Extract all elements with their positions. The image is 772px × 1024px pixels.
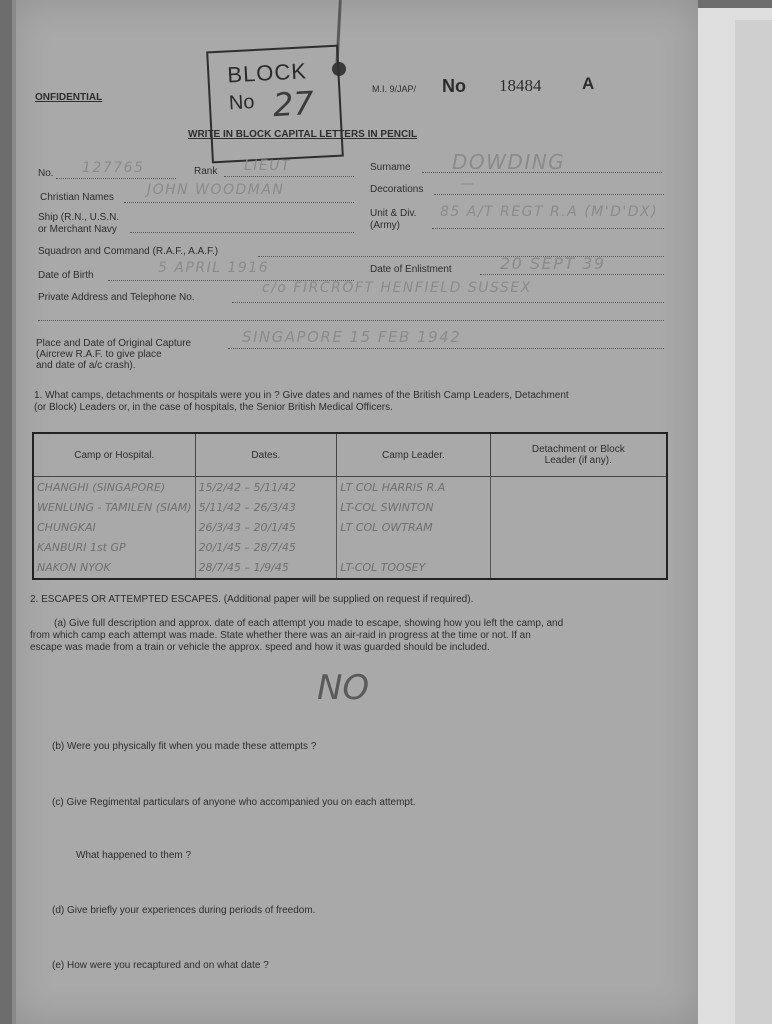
q2b-text: (b) Were you physically fit when you made these attempts ?: [52, 741, 317, 752]
confidential-label: ONFIDENTIAL: [35, 92, 103, 103]
camps-table: [32, 432, 668, 580]
address-value: c/o FIRCROFT HENFIELD SUSSEX: [262, 280, 532, 296]
leader-cell: [337, 538, 490, 558]
q2a-line-1: (a) Give full description and approx. date of each attempt you made to escape, showing how you left the camp, and: [54, 618, 564, 629]
q2a-line-2: from which camp each attempt was made. State whether there was an air-raid in progress at the time or not. If an: [30, 630, 531, 641]
q2d-text: (d) Give briefly your experiences during periods of freedom.: [52, 905, 316, 916]
camp-cell: CHUNGKAI: [33, 517, 195, 537]
surname-line: [422, 172, 662, 173]
surname-value: DOWDING: [452, 150, 566, 174]
christian-names-value: JOHN WOODMAN: [147, 182, 285, 198]
decorations-label: Decorations: [370, 184, 424, 195]
service-no-value: 127765: [82, 160, 145, 176]
dates-cell: 15/2/42 – 5/11/42: [195, 477, 337, 498]
form-code: M.I. 9/JAP/: [372, 84, 417, 94]
dates-cell: 20/1/45 – 28/7/45: [195, 538, 337, 558]
dob-label: Date of Birth: [38, 270, 94, 281]
camp-cell: KANBURI 1st GP: [33, 538, 195, 558]
instruction-heading: WRITE IN BLOCK CAPITAL LETTERS IN PENCIL: [188, 129, 418, 140]
camp-cell: WENLUNG - TAMILEN (SIAM): [33, 497, 195, 517]
serial-number: 18484: [499, 76, 542, 95]
squadron-label: Squadron and Command (R.A.F., A.A.F.): [38, 246, 219, 257]
detachment-cell: [490, 497, 667, 517]
stamp-block-text: BLOCK: [226, 58, 308, 88]
header-dates: Dates.: [195, 433, 337, 477]
camp-cell: CHANGHI (SINGAPORE): [33, 477, 195, 498]
address-label: Private Address and Telephone No.: [38, 292, 195, 303]
address-line: [232, 302, 664, 303]
table-row: [33, 477, 667, 498]
header-detachment-line-2: Leader (if any).: [544, 455, 612, 466]
capture-label-1: Place and Date of Original Capture: [36, 338, 192, 349]
table-row: [33, 558, 667, 579]
q2a-line-3: escape was made from a train or vehicle the approx. speed and how it was guarded should be included.: [30, 642, 490, 653]
capture-value: SINGAPORE 15 FEB 1942: [242, 328, 462, 346]
capture-label-2: (Aircrew R.A.F. to give place: [36, 349, 162, 360]
document-page: [12, 0, 698, 1024]
table-row: [33, 538, 667, 558]
q1-text-line-1: 1. What camps, detachments or hospitals were you in ? Give dates and names of the British Camp Leaders, Detachment: [34, 390, 569, 401]
unit-value: 85 A/T REGT R.A (M'D'DX): [440, 204, 659, 220]
leader-cell: LT-COL TOOSEY: [337, 558, 490, 579]
header-detachment: [490, 433, 667, 477]
back-sheet-edge: [735, 20, 772, 1024]
enlistment-line: [480, 274, 664, 275]
q2e-text: (e) How were you recaptured and on what date ?: [52, 960, 269, 971]
decorations-line: [434, 194, 664, 195]
leader-cell: LT-COL SWINTON: [337, 497, 490, 517]
ship-line: [130, 232, 354, 233]
rank-label: Rank: [194, 166, 218, 177]
detachment-cell: [490, 558, 667, 579]
capture-line: [228, 348, 664, 349]
unit-label-2: (Army): [370, 220, 400, 231]
unit-line: [432, 228, 664, 229]
service-no-label: No.: [38, 168, 54, 179]
header-camp: Camp or Hospital.: [33, 433, 195, 477]
rank-line: [224, 176, 354, 177]
enlistment-label: Date of Enlistment: [370, 264, 452, 275]
detachment-cell: [490, 538, 667, 558]
christian-names-label: Christian Names: [40, 192, 114, 203]
detachment-cell: [490, 517, 667, 537]
stamp-no-text: No: [228, 91, 256, 115]
stamp-number: 27: [272, 83, 315, 125]
dates-cell: 28/7/45 – 1/9/45: [195, 558, 337, 579]
ship-label-2: or Merchant Navy: [38, 224, 117, 235]
leader-cell: LT COL OWTRAM: [337, 517, 490, 537]
table-row: [33, 517, 667, 537]
header-detachment-line-1: Detachment or Block: [531, 444, 625, 455]
camp-cell: NAKON NYOK: [33, 558, 195, 579]
address-line-2: [38, 320, 664, 321]
camps-table-header: [33, 433, 667, 477]
enlistment-value: 20 SEPT 39: [500, 254, 606, 273]
q2c-text: (c) Give Regimental particulars of anyone who accompanied you on each attempt.: [52, 797, 416, 808]
dates-cell: 5/11/42 – 26/3/43: [195, 497, 337, 517]
q2a-answer: NO: [317, 668, 370, 708]
ship-label-1: Ship (R.N., U.S.N.: [38, 212, 120, 223]
block-stamp: [206, 45, 344, 164]
q2-title: 2. ESCAPES OR ATTEMPTED ESCAPES. (Additional paper will be supplied on request if required).: [30, 594, 474, 605]
service-no-line: [56, 178, 176, 179]
paper-edge: [12, 0, 16, 1024]
serial-suffix: A: [582, 74, 595, 93]
dates-cell: 26/3/43 – 20/1/45: [195, 517, 337, 537]
dob-value: 5 APRIL 1916: [158, 260, 270, 276]
detachment-cell: [490, 477, 667, 498]
serial-prefix: No: [442, 76, 466, 96]
q1-text-line-2: (or Block) Leaders or, in the case of hospitals, the Senior British Medical Officers.: [34, 402, 393, 413]
surname-label: Surname: [370, 162, 411, 173]
christian-names-line: [124, 202, 354, 203]
rank-value: LIEUT: [244, 158, 292, 174]
unit-label-1: Unit & Div.: [370, 208, 417, 219]
capture-label-3: and date of a/c crash).: [36, 360, 136, 371]
decorations-value: —: [460, 176, 476, 192]
table-row: [33, 497, 667, 517]
leader-cell: LT COL HARRIS R.A: [337, 477, 490, 498]
q2c-followup-text: What happened to them ?: [76, 850, 192, 861]
header-leader: Camp Leader.: [337, 433, 490, 477]
